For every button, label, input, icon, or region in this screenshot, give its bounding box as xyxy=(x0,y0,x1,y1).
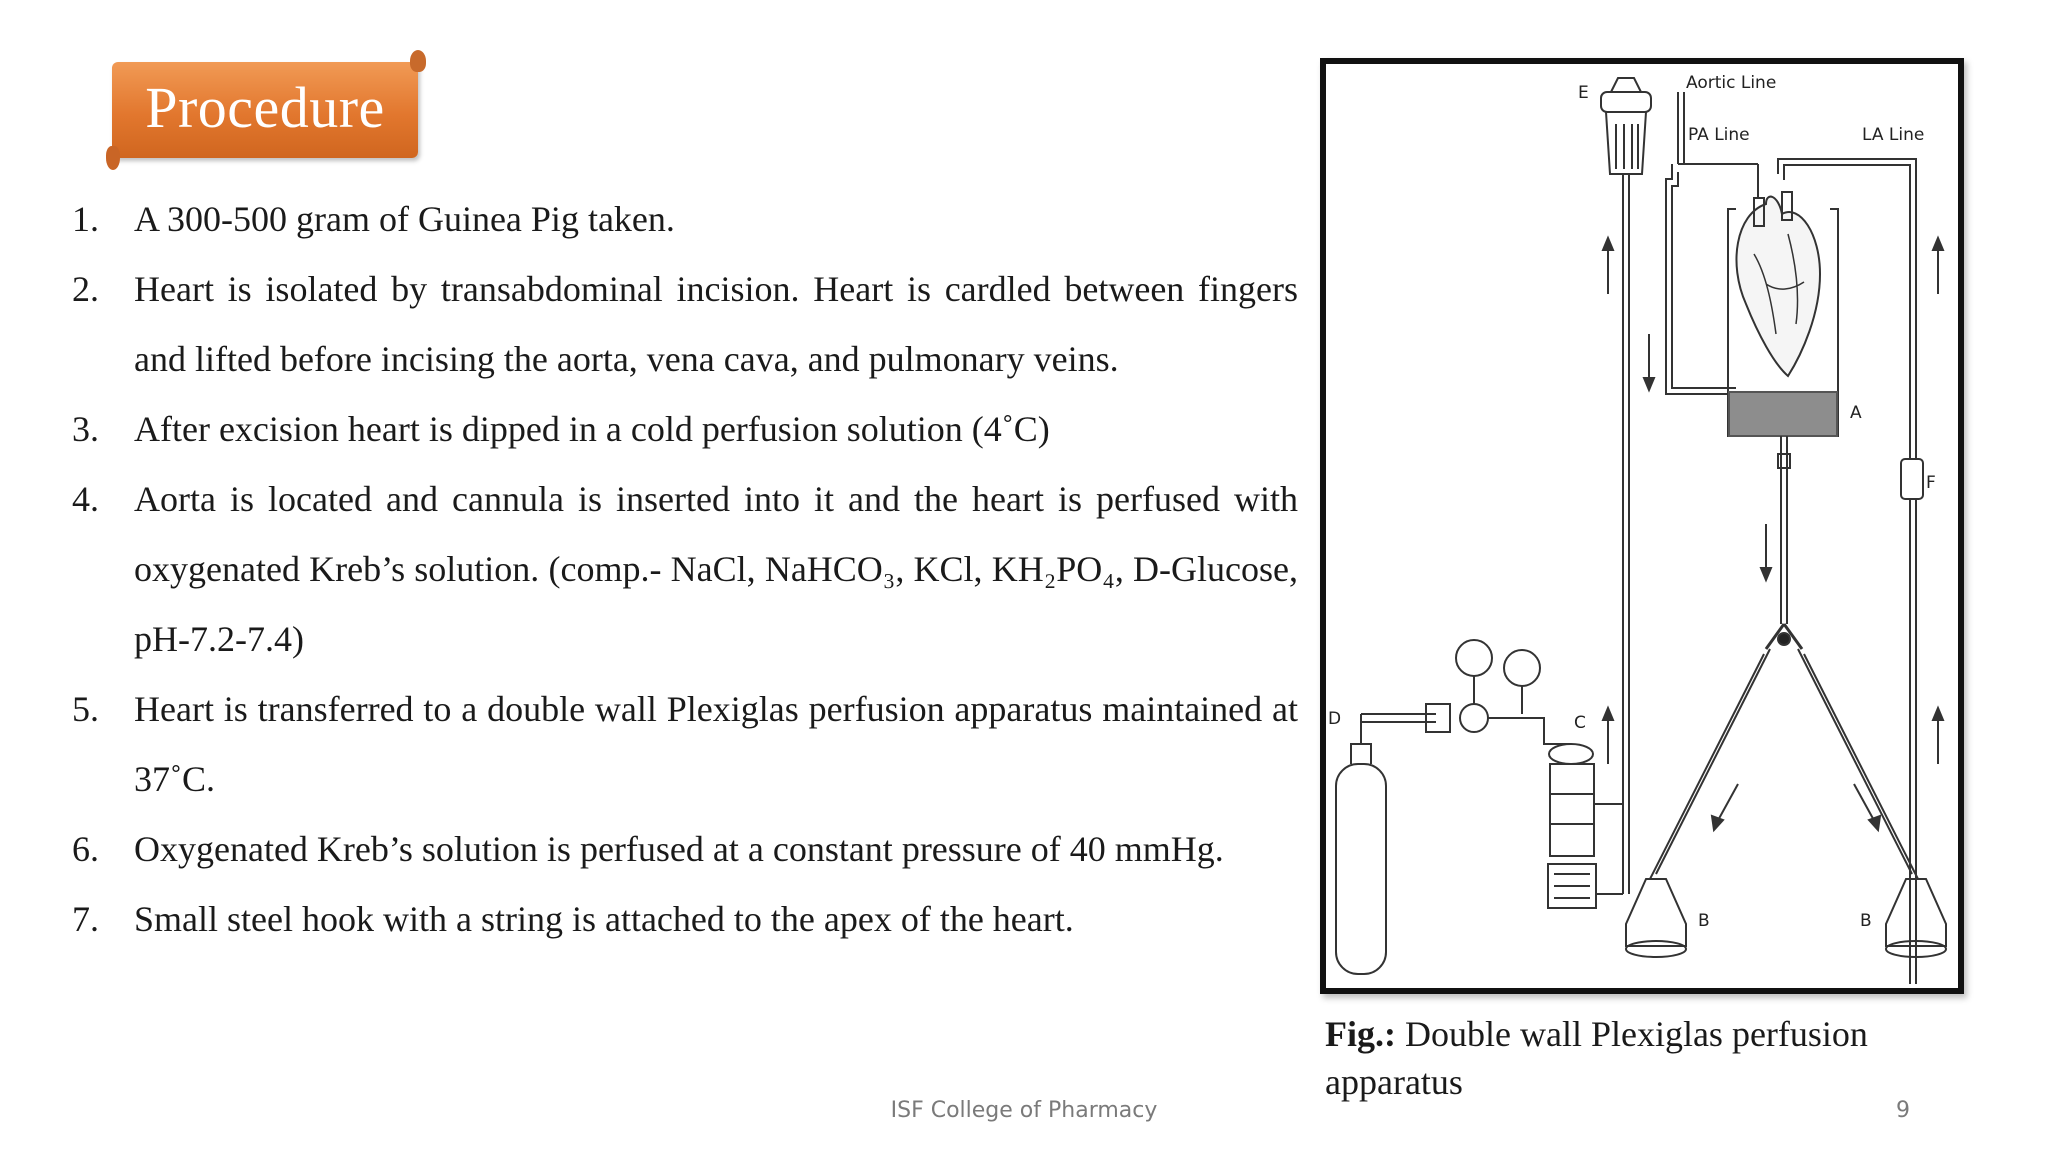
footer-org: ISF College of Pharmacy xyxy=(890,1098,1158,1123)
caption-prefix: Fig.: xyxy=(1325,1014,1396,1054)
step-item xyxy=(72,464,1298,674)
label-la-line: LA Line xyxy=(1862,125,1925,145)
reservoir-cap xyxy=(1611,78,1641,92)
step-text: A 300-500 gram of Guinea Pig taken. xyxy=(134,199,675,239)
step-item xyxy=(72,184,1298,254)
banner-title: Procedure xyxy=(145,75,385,140)
chamber-b-left xyxy=(1626,879,1686,946)
reservoir-top xyxy=(1601,92,1651,112)
scroll-curl-top xyxy=(410,50,426,72)
perfusion-apparatus-figure xyxy=(1320,58,1964,994)
step-number: 6. xyxy=(72,829,99,869)
step-text: Oxygenated Kreb’s solution is perfused at a constant pressure of 40 mmHg. xyxy=(134,829,1224,869)
label-a: A xyxy=(1850,403,1862,423)
step-item xyxy=(72,394,1298,464)
label-b-left: B xyxy=(1698,911,1710,931)
step-text: After excision heart is dipped in a cold perfusion solution (4˚C) xyxy=(134,409,1050,449)
step-text: Small steel hook with a string is attached to the apex of the heart. xyxy=(134,899,1074,939)
step-item xyxy=(72,674,1298,814)
step-number: 1. xyxy=(72,199,99,239)
oxygenator-c xyxy=(1549,744,1593,764)
step-text: Aorta is located and cannula is inserted into it and the heart is perfused with oxygenated Kreb’s solution. (comp.- NaCl, NaHCO₃, KCl, KH₂PO₄, D-Glucose, pH-7.2-7.4) xyxy=(134,479,1298,659)
label-c: C xyxy=(1574,713,1586,733)
heart xyxy=(1736,197,1820,376)
gas-cylinder-d xyxy=(1336,764,1386,974)
step-item xyxy=(72,254,1298,394)
step-number: 5. xyxy=(72,689,99,729)
scroll-curl-bottom xyxy=(106,146,120,170)
label-pa-line: PA Line xyxy=(1688,125,1750,145)
pa-line xyxy=(1666,164,1736,394)
page-number: 9 xyxy=(1896,1098,1910,1123)
step-number: 7. xyxy=(72,899,99,939)
step-item xyxy=(72,814,1298,884)
label-f: F xyxy=(1926,473,1936,493)
pressure-gauge-2 xyxy=(1504,650,1540,686)
step-text: Heart is isolated by transabdominal incision. Heart is cardled between fingers and lifted before incising the aorta, vena cava, and pulmonary veins. xyxy=(134,269,1298,379)
step-number: 4. xyxy=(72,479,99,519)
procedure-banner xyxy=(112,62,418,158)
step-item xyxy=(72,884,1298,954)
component-f xyxy=(1901,459,1923,499)
pressure-gauge-1 xyxy=(1456,640,1492,676)
reservoir-e xyxy=(1606,112,1646,174)
figure-caption xyxy=(1325,1010,1975,1106)
step-number: 2. xyxy=(72,269,99,309)
apparatus-diagram xyxy=(1326,64,1958,988)
label-b-right: B xyxy=(1860,911,1872,931)
procedure-steps-list xyxy=(72,184,1298,954)
step-text: Heart is transferred to a double wall Plexiglas perfusion apparatus maintained at 37˚C. xyxy=(134,689,1298,799)
label-e: E xyxy=(1578,83,1589,103)
chamber-solution-a xyxy=(1729,392,1837,436)
label-d: D xyxy=(1328,709,1342,729)
step-number: 3. xyxy=(72,409,99,449)
label-aortic-line: Aortic Line xyxy=(1686,73,1777,93)
caption-text: Double wall Plexiglas perfusion apparatus xyxy=(1325,1014,1868,1102)
